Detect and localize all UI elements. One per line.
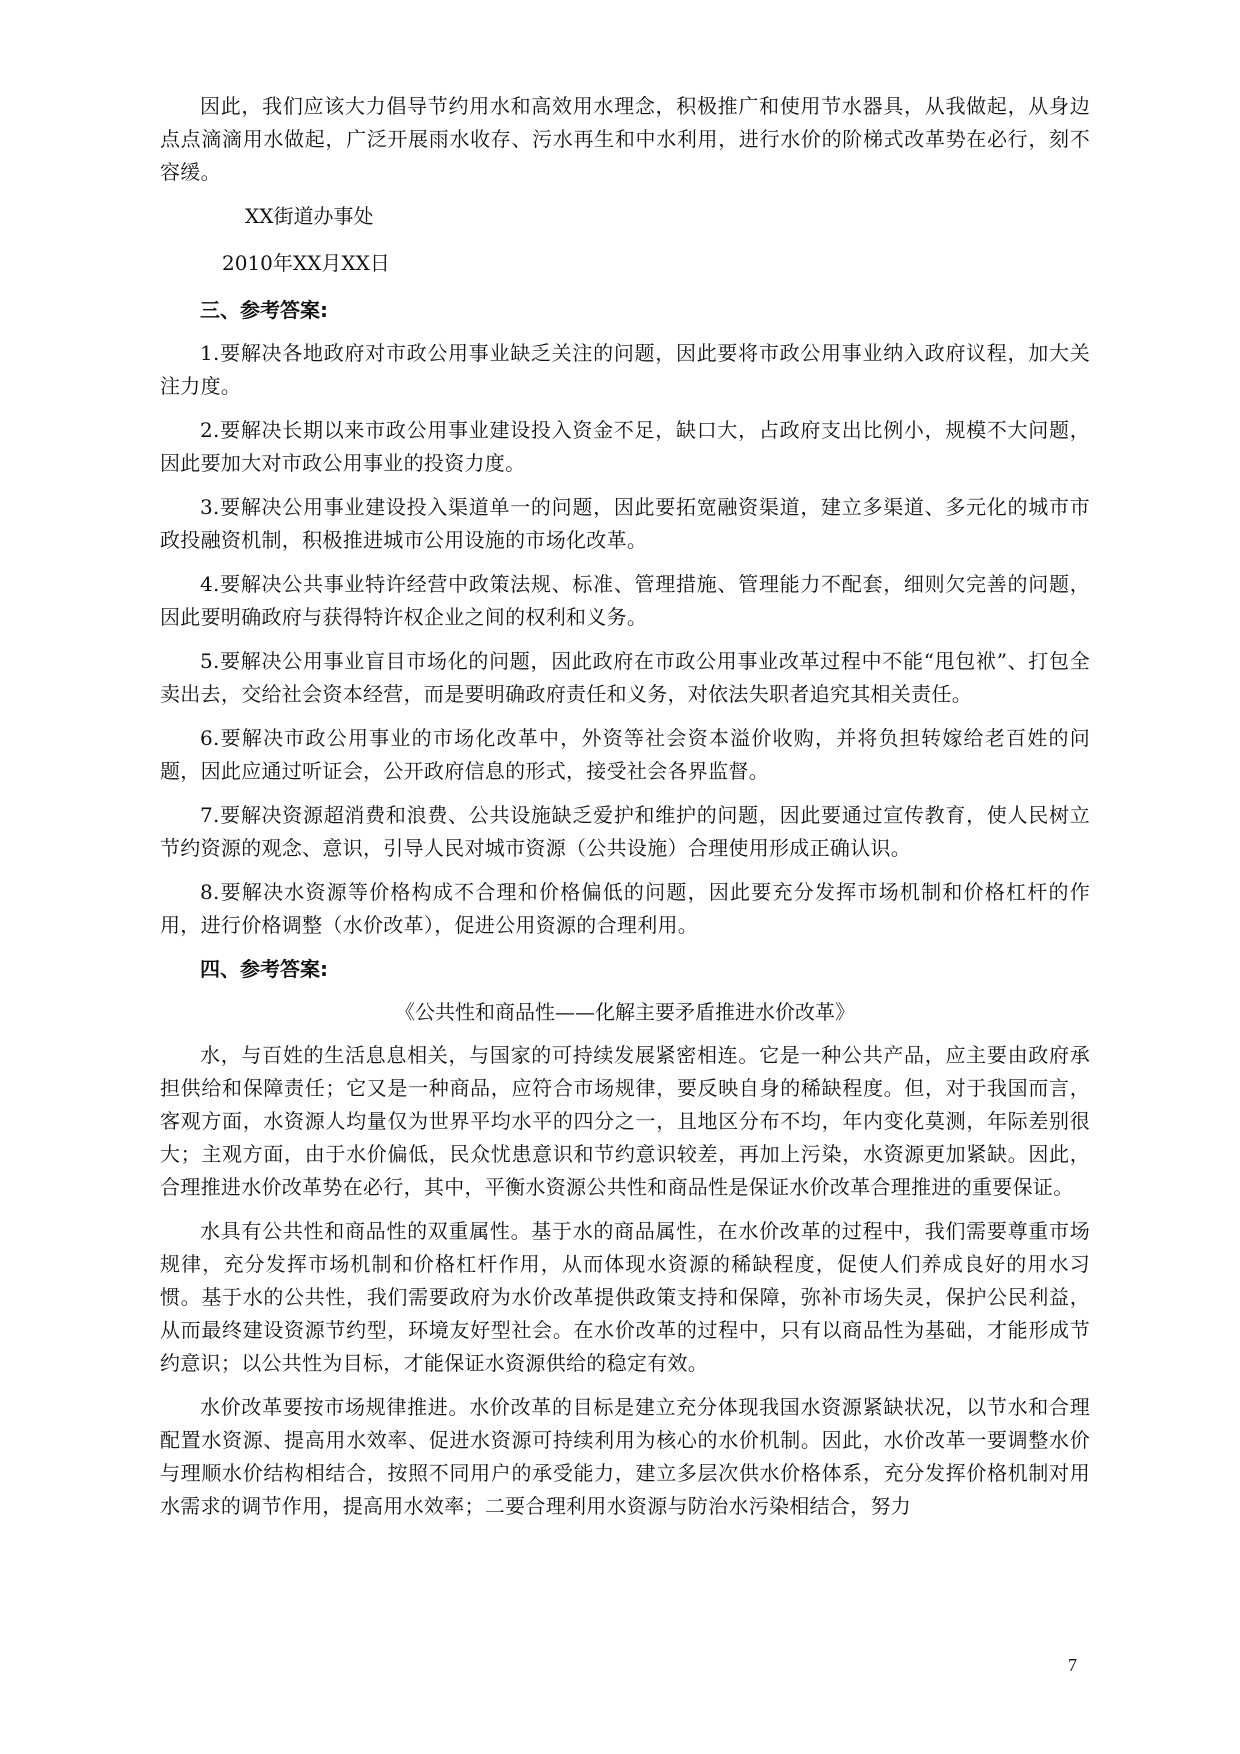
- essay-paragraph-2: 水具有公共性和商品性的双重属性。基于水的商品属性，在水价改革的过程中，我们需要尊重市场规律，充分发挥市场机制和价格杠杆作用，从而体现水资源的稀缺程度，促使人们养成良好的用水习惯。基于水的公共性，我们需要政府为水价改革提供政策支持和保障，弥补市场失灵，保护公民利益，从而最终建设资源节约型，环境友好型社会。在水价改革的过程中，只有以商品性为基础，才能形成节约意识；以公共性为目标，才能保证水资源供给的稳定有效。: [160, 1219, 1090, 1375]
- answer-item-2: 2.要解决长期以来市政公用事业建设投入资金不足，缺口大，占政府支出比例小，规模不大问题，因此要加大对市政公用事业的投资力度。: [160, 418, 1090, 475]
- section-4-heading: 四、参考答案:: [200, 957, 328, 981]
- answer-item-5: 5.要解决公用事业盲目市场化的问题，因此政府在市政公用事业改革过程中不能“甩包袱”、打包全卖出去，交给社会资本经营，而是要明确政府责任和义务，对依法失职者追究其相关责任。: [160, 649, 1090, 706]
- signature-organization: XX街道办事处: [245, 204, 374, 228]
- intro-paragraph: 因此，我们应该大力倡导节约用水和高效用水理念，积极推广和使用节水器具，从我做起，从身边点点滴滴用水做起，广泛开展雨水收存、污水再生和中水利用，进行水价的阶梯式改革势在必行，刻不容缓。: [160, 94, 1090, 184]
- essay-paragraph-3: 水价改革要按市场规律推进。水价改革的目标是建立充分体现我国水资源紧缺状况，以节水和合理配置水资源、提高用水效率、促进水资源可持续利用为核心的水价机制。因此，水价改革一要调整水价与理顺水价结构相结合，按照不同用户的承受能力，建立多层次供水价格体系，充分发挥价格机制对用水需求的调节作用，提高用水效率；二要合理利用水资源与防治水污染相结合，努力: [160, 1395, 1090, 1518]
- essay-title: 《公共性和商品性——化解主要矛盾推进水价改革》: [395, 1000, 855, 1024]
- page-content: [160, 90, 1090, 1534]
- essay-paragraph-1: 水，与百姓的生活息息相关，与国家的可持续发展紧密相连。它是一种公共产品，应主要由政府承担供给和保障责任；它又是一种商品，应符合市场规律，要反映自身的稀缺程度。但，对于我国而言，客观方面，水资源人均量仅为世界平均水平的四分之一，且地区分布不均，年内变化莫测，年际差别很大；主观方面，由于水价偏低，民众忧患意识和节约意识较差，再加上污染，水资源更加紧缺。因此，合理推进水价改革势在必行，其中，平衡水资源公共性和商品性是保证水价改革合理推进的重要保证。: [160, 1043, 1090, 1199]
- answer-item-1: 1.要解决各地政府对市政公用事业缺乏关注的问题，因此要将市政公用事业纳入政府议程，加大关注力度。: [160, 341, 1090, 398]
- answer-item-7: 7.要解决资源超消费和浪费、公共设施缺乏爱护和维护的问题，因此要通过宣传教育，使人民树立节约资源的观念、意识，引导人民对城市资源（公共设施）合理使用形成正确认识。: [160, 803, 1090, 860]
- page-number: 7: [1068, 1655, 1077, 1675]
- answer-item-8: 8.要解决水资源等价格构成不合理和价格偏低的问题，因此要充分发挥市场机制和价格杠杆的作用，进行价格调整（水价改革），促进公用资源的合理利用。: [160, 880, 1090, 937]
- section-3-heading: 三、参考答案:: [200, 298, 328, 322]
- answer-item-4: 4.要解决公共事业特许经营中政策法规、标准、管理措施、管理能力不配套，细则欠完善的问题，因此要明确政府与获得特许权企业之间的权利和义务。: [160, 572, 1090, 629]
- signature-date: 2010年XX月XX日: [222, 251, 390, 275]
- answer-item-3: 3.要解决公用事业建设投入渠道单一的问题，因此要拓宽融资渠道，建立多渠道、多元化的城市市政投融资机制，积极推进城市公用设施的市场化改革。: [160, 495, 1090, 552]
- answer-item-6: 6.要解决市政公用事业的市场化改革中，外资等社会资本溢价收购，并将负担转嫁给老百姓的问题，因此应通过听证会，公开政府信息的形式，接受社会各界监督。: [160, 726, 1090, 783]
